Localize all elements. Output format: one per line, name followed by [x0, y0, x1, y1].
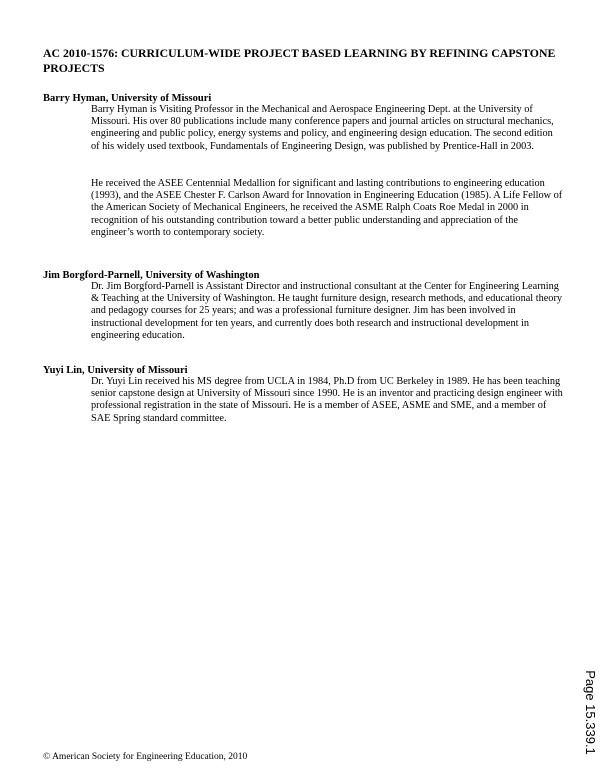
author-heading-lin: Yuyi Lin, University of Missouri — [43, 365, 188, 376]
author-heading-hyman: Barry Hyman, University of Missouri — [43, 93, 212, 104]
author-bio-lin: Dr. Yuyi Lin received his MS degree from UCLA in 1984, Ph.D from UC Berkeley in 1989. He has been teaching senior capstone design at University of Missouri since 1990. He is an inventor and practicing design engineer with professional registration in the state of Missouri. He is a member of ASEE, ASME and SME, and a member of SAE Spring standard committee. — [91, 376, 563, 424]
page-number: Page 15.339.1 — [582, 670, 598, 755]
author-bio-hyman-p2: He received the ASEE Centennial Medallion for significant and lasting contributions to engineering education (1993), and the ASEE Chester F. Carlson Award for Innovation in Engineering Education (1985). A Life Fellow of the American Society of Mechanical Engineers, he received the ASME Ralph Coats Roe Medal in 2000 in recognition of his outstanding contribution toward a better public understanding and appreciation of the engineer’s worth to contemporary society. — [91, 178, 563, 238]
author-bio-hyman-p1: Barry Hyman is Visiting Professor in the Mechanical and Aerospace Engineering Dept. at the University of Missouri. His over 80 publications include many conference papers and journal articles on structural mechanics, engineering and public policy, energy systems and policy, and engineering design education. The second edition of his widely used textbook, Fundamentals of Engineering Design, was published by Prentice-Hall in 2003. — [91, 104, 554, 152]
paper-title: AC 2010-1576: CURRICULUM-WIDE PROJECT BASED LEARNING BY REFINING CAPSTONE PROJECTS — [43, 46, 556, 75]
copyright-footer: © American Society for Engineering Education, 2010 — [43, 752, 248, 762]
author-heading-borgford-parnell: Jim Borgford-Parnell, University of Washington — [43, 270, 260, 281]
author-bio-borgford-parnell: Dr. Jim Borgford-Parnell is Assistant Director and instructional consultant at the Center for Engineering Learning & Teaching at the University of Washington. He taught furniture design, research methods, and educational theory and pedagogy courses for 25 years; and was a professional furniture designer. Jim has been involved in instructional development for ten years, and currently does both research and instructional development in engineering education. — [91, 281, 563, 341]
